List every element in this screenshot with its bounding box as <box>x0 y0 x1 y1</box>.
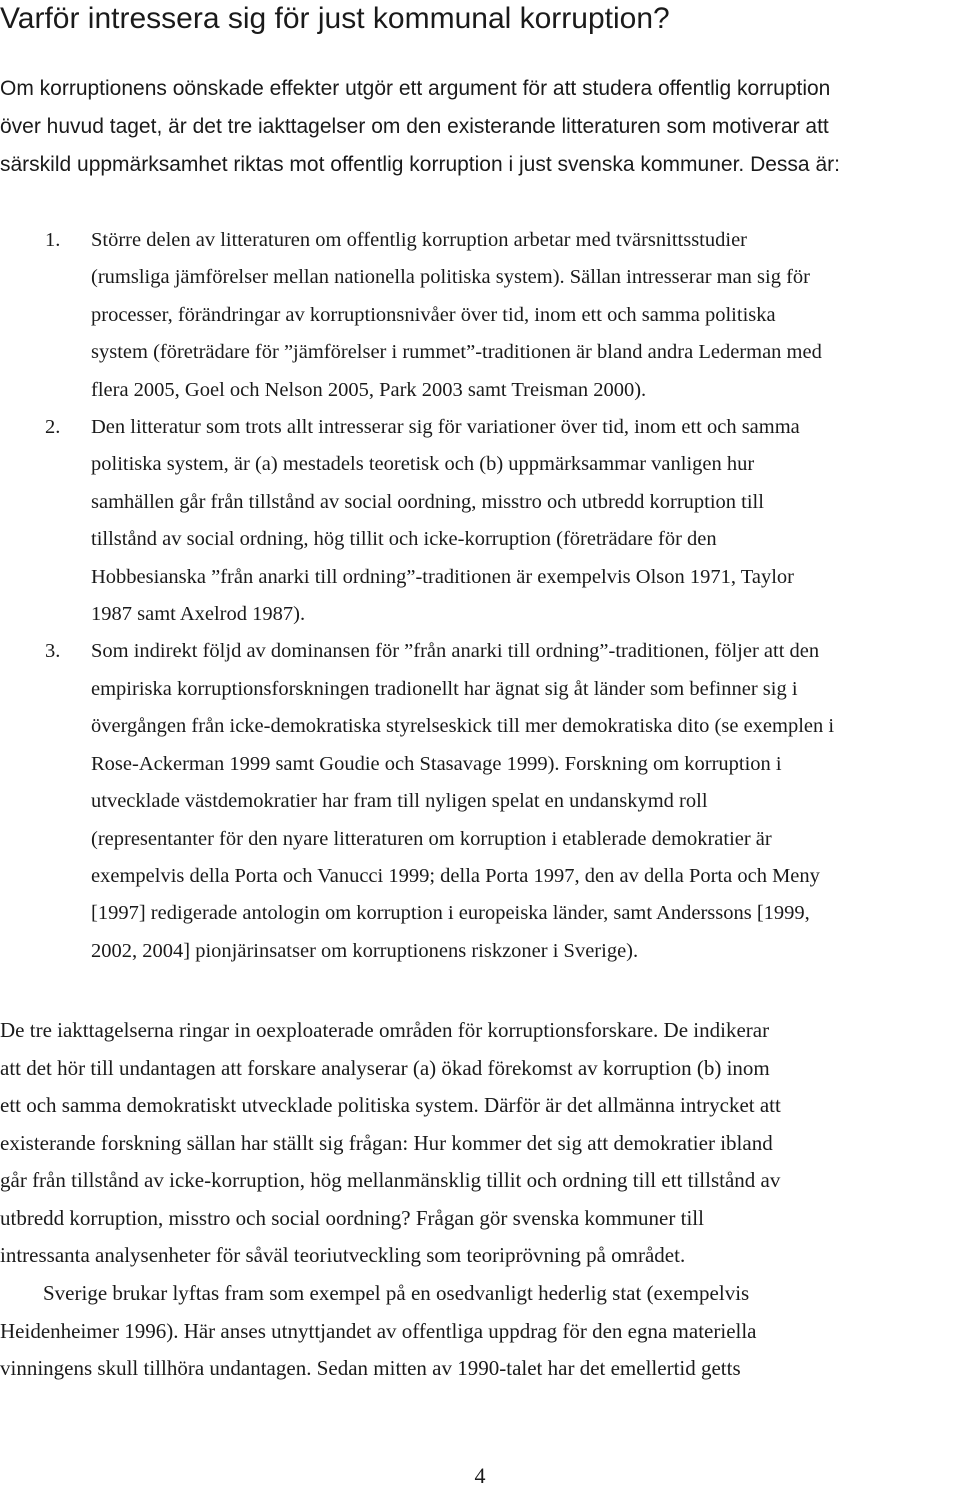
section-heading: Varför intressera sig för just kommunal korruption? <box>0 2 670 35</box>
body-paragraph <box>0 1275 960 1388</box>
text-line: Den litteratur som trots allt intresserar sig för variationer över tid, inom ett och samma <box>91 416 800 439</box>
text-line: politiska system, är (a) mestadels teoretisk och (b) uppmärksammar vanligen hur <box>91 453 755 476</box>
text-line: Heidenheimer 1996). Här anses utnyttjandet av offentliga uppdrag för den egna materiella <box>0 1318 757 1343</box>
text-line: intressanta analysenheter för såväl teoriutveckling som teoriprövning på området. <box>0 1243 686 1267</box>
list-item <box>0 633 960 970</box>
text-line: Sverige brukar lyftas fram som exempel på en osedvanligt hederlig stat (exempelvis <box>43 1281 750 1305</box>
list-item <box>0 222 960 409</box>
text-line: tillstånd av social ordning, hög tillit och icke-korruption (företrädare för den <box>91 528 717 551</box>
text-line: De tre iakttagelserna ringar in oexploaterade områden för korruptionsforskare. De indikerar <box>0 1018 770 1042</box>
text-line: Som indirekt följd av dominansen för ”från anarki till ordning”-traditionen, följer att den <box>91 640 820 663</box>
list-number: 3. <box>45 640 61 663</box>
body-paragraph <box>0 1012 960 1275</box>
text-line: (representanter för den nyare litteraturen om korruption i etablerade demokratier är <box>91 827 772 850</box>
list-item <box>0 409 960 633</box>
text-line: särskild uppmärksamhet riktas mot offentlig korruption i just svenska kommuner. Dessa är: <box>0 153 840 176</box>
text-line: Rose-Ackerman 1999 samt Goudie och Stasavage 1999). Forskning om korruption i <box>91 752 782 775</box>
text-line: utvecklade västdemokratier har fram till nyligen spelat en undanskymd roll <box>91 790 708 813</box>
text-line: att det hör till undantagen att forskare analyserar (a) ökad förekomst av korruption (b) inom <box>0 1055 770 1080</box>
text-line: empiriska korruptionsforskningen tradionellt har ägnat sig åt länder som befinner sig i <box>91 677 798 700</box>
observations-list <box>0 222 960 970</box>
text-line: ett och samma demokratiskt utvecklade politiska system. Därför är det allmänna intrycket att <box>0 1093 781 1117</box>
text-line: exempelvis della Porta och Vanucci 1999; della Porta 1997, den av della Porta och Meny <box>91 864 820 887</box>
page-number: 4 <box>474 1463 486 1488</box>
text-line: [1997] redigerade antologin om korruption i europeiska länder, samt Anderssons [1999, <box>91 902 810 925</box>
text-line: 1987 samt Axelrod 1987). <box>91 603 306 626</box>
text-line: övergången från icke-demokratiska styrelseskick till mer demokratiska dito (se exemplen i <box>91 715 835 738</box>
text-line: processer, förändringar av korruptionsnivåer över tid, inom ett och samma politiska <box>91 303 776 326</box>
text-line: samhällen går från tillstånd av social oordning, misstro och utbredd korruption till <box>91 490 764 513</box>
text-line: flera 2005, Goel och Nelson 2005, Park 2003 samt Treisman 2000). <box>91 378 647 401</box>
text-line: system (företrädare för ”jämförelser i rummet”-traditionen är bland andra Lederman med <box>91 341 822 364</box>
text-line: 2002, 2004] pionjärinsatser om korruptionens riskzoner i Sverige). <box>91 939 639 962</box>
text-line: (rumsliga jämförelser mellan nationella politiska system). Sällan intresserar man sig för <box>91 266 811 289</box>
text-line: Hobbesianska ”från anarki till ordning”-traditionen är exempelvis Olson 1971, Taylor <box>91 565 794 588</box>
text-line: Större delen av litteraturen om offentlig korruption arbetar med tvärsnittsstudier <box>91 229 747 251</box>
list-number: 2. <box>45 416 61 439</box>
intro-paragraph <box>0 70 960 184</box>
text-line: över huvud taget, är det tre iakttagelser om den existerande litteraturen som motiverar att <box>0 115 829 138</box>
text-line: vinningens skull tillhöra undantagen. Sedan mitten av 1990-talet har det emellertid getts <box>0 1356 741 1380</box>
text-line: utbredd korruption, misstro och social oordning? Frågan gör svenska kommuner till <box>0 1205 704 1230</box>
text-line: går från tillstånd av icke-korruption, hög mellanmänsklig tillit och ordning till ett tillstånd av <box>0 1168 781 1192</box>
list-number: 1. <box>45 229 61 251</box>
text-line: existerande forskning sällan har ställt sig frågan: Hur kommer det sig att demokratier ibland <box>0 1130 773 1155</box>
text-line: Om korruptionens oönskade effekter utgör ett argument för att studera offentlig korruption <box>0 77 831 100</box>
